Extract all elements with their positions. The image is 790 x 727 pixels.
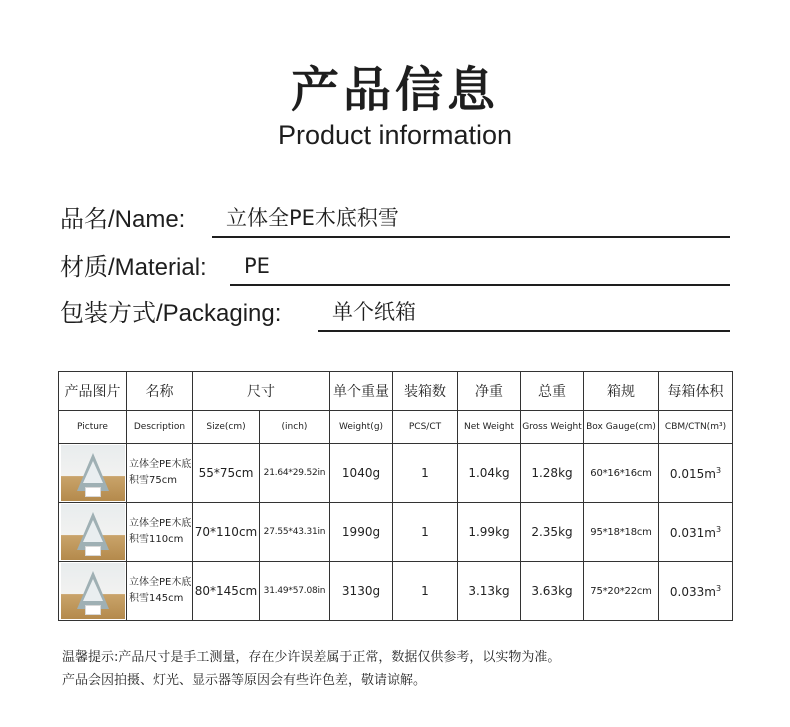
header-gross-en: Gross Weight	[521, 411, 584, 444]
cbm-value: 0.031m	[669, 525, 716, 540]
product-image-cell	[59, 503, 127, 562]
header-net-en: Net Weight	[458, 411, 521, 444]
packaging-label: 包装方式/Packaging:	[60, 300, 282, 327]
size-inch-cell: 21.64*29.52in	[260, 444, 330, 503]
box-gauge-cell: 60*16*16cm	[584, 444, 659, 503]
header-description-en: Description	[127, 411, 193, 444]
product-image	[61, 445, 125, 501]
product-image	[61, 563, 125, 619]
desc-line2: 积雪145cm	[129, 593, 184, 604]
header-size-cm-en: Size(cm)	[193, 411, 260, 444]
page-title-cn: 产品信息	[290, 62, 499, 118]
page-title-en: Product information	[277, 120, 513, 150]
weight-cell: 1040g	[330, 444, 393, 503]
header-row-en	[59, 411, 733, 444]
header-weight-en: Weight(g)	[330, 411, 393, 444]
header-weight-cn: 单个重量	[330, 372, 393, 411]
header-cbm-cn: 每箱体积	[659, 372, 733, 411]
desc-line2: 积雪75cm	[129, 475, 177, 486]
header-net-cn: 净重	[458, 372, 521, 411]
spec-table	[58, 371, 733, 621]
packaging-field	[60, 296, 730, 332]
pcs-cell: 1	[393, 444, 458, 503]
name-label: 品名/Name:	[60, 206, 186, 233]
note-line2: 产品会因拍摄、灯光、显示器等原因会有些许色差，敬请谅解。	[62, 673, 427, 688]
header-pcs-en: PCS/CT	[393, 411, 458, 444]
table-row	[59, 562, 733, 621]
cbm-value: 0.033m	[669, 584, 716, 599]
size-inch-cell: 27.55*43.31in	[260, 503, 330, 562]
gross-weight-cell: 2.35kg	[521, 503, 584, 562]
desc-line1: 立体全PE木底	[129, 459, 192, 470]
header-picture-en: Picture	[59, 411, 127, 444]
size-cm-cell: 55*75cm	[193, 444, 260, 503]
size-cm-cell: 70*110cm	[193, 503, 260, 562]
weight-cell: 3130g	[330, 562, 393, 621]
net-weight-cell: 1.04kg	[458, 444, 521, 503]
size-cm-cell: 80*145cm	[193, 562, 260, 621]
header-pcs-cn: 装箱数	[393, 372, 458, 411]
product-image	[61, 504, 125, 560]
table-row	[59, 444, 733, 503]
header-size-cn: 尺寸	[193, 372, 330, 411]
cbm-value: 0.015m	[669, 466, 716, 481]
pcs-cell: 1	[393, 503, 458, 562]
header-row-cn	[59, 372, 733, 411]
gross-weight-cell: 3.63kg	[521, 562, 584, 621]
box-gauge-cell: 95*18*18cm	[584, 503, 659, 562]
description-cell	[127, 444, 193, 503]
weight-cell: 1990g	[330, 503, 393, 562]
pcs-cell: 1	[393, 562, 458, 621]
packaging-value: 单个纸箱	[318, 298, 730, 332]
product-image-cell	[59, 562, 127, 621]
header-cbm-en: CBM/CTN(m³)	[659, 411, 733, 444]
size-inch-cell: 31.49*57.08in	[260, 562, 330, 621]
header-size-inch-en: (inch)	[260, 411, 330, 444]
header-picture-cn: 产品图片	[59, 372, 127, 411]
header-gross-cn: 总重	[521, 372, 584, 411]
net-weight-cell: 1.99kg	[458, 503, 521, 562]
cbm-cell	[659, 444, 733, 503]
material-value: PE	[230, 252, 730, 286]
material-field	[60, 250, 730, 286]
box-gauge-cell: 75*20*22cm	[584, 562, 659, 621]
cbm-superscript: 3	[715, 583, 722, 593]
name-value: 立体全PE木底积雪	[212, 204, 730, 238]
cbm-cell	[659, 503, 733, 562]
cbm-cell	[659, 562, 733, 621]
header-name-cn: 名称	[127, 372, 193, 411]
product-image-cell	[59, 444, 127, 503]
gross-weight-cell: 1.28kg	[521, 444, 584, 503]
header-box-cn: 箱规	[584, 372, 659, 411]
note-line1: 温馨提示:产品尺寸是手工测量，存在少许误差属于正常，数据仅供参考，以实物为准。	[62, 650, 561, 665]
cbm-superscript: 3	[715, 465, 722, 475]
cbm-superscript: 3	[715, 524, 722, 534]
header-box-en: Box Gauge(cm)	[584, 411, 659, 444]
description-cell	[127, 562, 193, 621]
table-row	[59, 503, 733, 562]
description-cell	[127, 503, 193, 562]
name-field	[60, 202, 730, 238]
net-weight-cell: 3.13kg	[458, 562, 521, 621]
material-label: 材质/Material:	[60, 254, 207, 281]
desc-line2: 积雪110cm	[129, 534, 184, 545]
desc-line1: 立体全PE木底	[129, 518, 192, 529]
desc-line1: 立体全PE木底	[129, 577, 192, 588]
